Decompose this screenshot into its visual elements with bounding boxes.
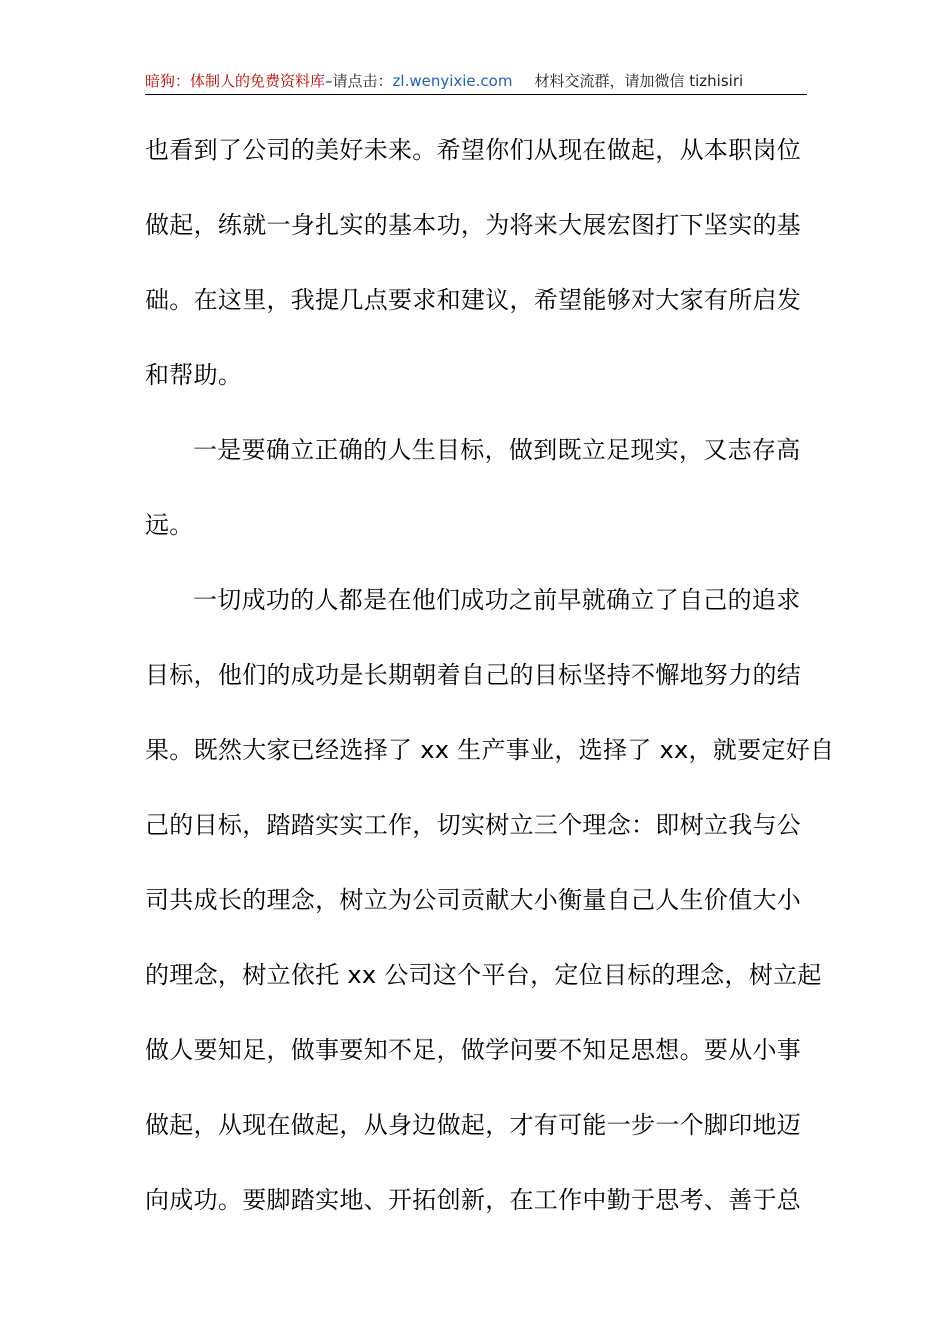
text-line: 己的目标，踏踏实实工作，切实树立三个理念：即树立我与公 (145, 811, 802, 839)
header-group-info: 材料交流群，请加微信 tizhisiri (534, 72, 744, 90)
text-line: 的理念，树立依托 xx 公司这个平台，定位目标的理念，树立起 (145, 961, 822, 989)
text-line: 做人要知足，做事要知不足，做学问要不知足思想。要从小事 (145, 1036, 802, 1064)
body-text (145, 120, 835, 1245)
text-line: 做起，从现在做起，从身边做起，才有可能一步一个脚印地迈 (145, 1111, 802, 1139)
text-line: 司共成长的理念，树立为公司贡献大小衡量自己人生价值大小 (145, 886, 802, 914)
text-line: 向成功。要脚踏实地、开拓创新，在工作中勤于思考、善于总 (145, 1186, 802, 1214)
text-line: 做起，练就一身扎实的基本功，为将来大展宏图打下坚实的基 (145, 211, 802, 239)
header-divider (145, 94, 807, 95)
text-line: 础。在这里，我提几点要求和建议，希望能够对大家有所启发 (145, 286, 802, 314)
text-line: 一切成功的人都是在他们成功之前早就确立了自己的追求 (193, 586, 801, 614)
text-line: 和帮助。 (145, 361, 243, 389)
text-line: 目标，他们的成功是长期朝着自己的目标坚持不懈地努力的结 (145, 661, 802, 689)
text-line: 也看到了公司的美好未来。希望你们从现在做起，从本职岗位 (145, 136, 802, 164)
header-url-link[interactable]: zl.wenyixie.com (392, 72, 513, 90)
text-line: 果。既然大家已经选择了 xx 生产事业，选择了 xx，就要定好自 (145, 736, 835, 764)
header-brand: 暗狗：体制人的免费资料库 (145, 72, 326, 90)
page-header (145, 70, 807, 92)
text-line: 远。 (145, 511, 194, 539)
text-line: 一是要确立正确的人生目标，做到既立足现实，又志存高 (193, 436, 801, 464)
header-prompt: –请点击： (325, 72, 393, 90)
